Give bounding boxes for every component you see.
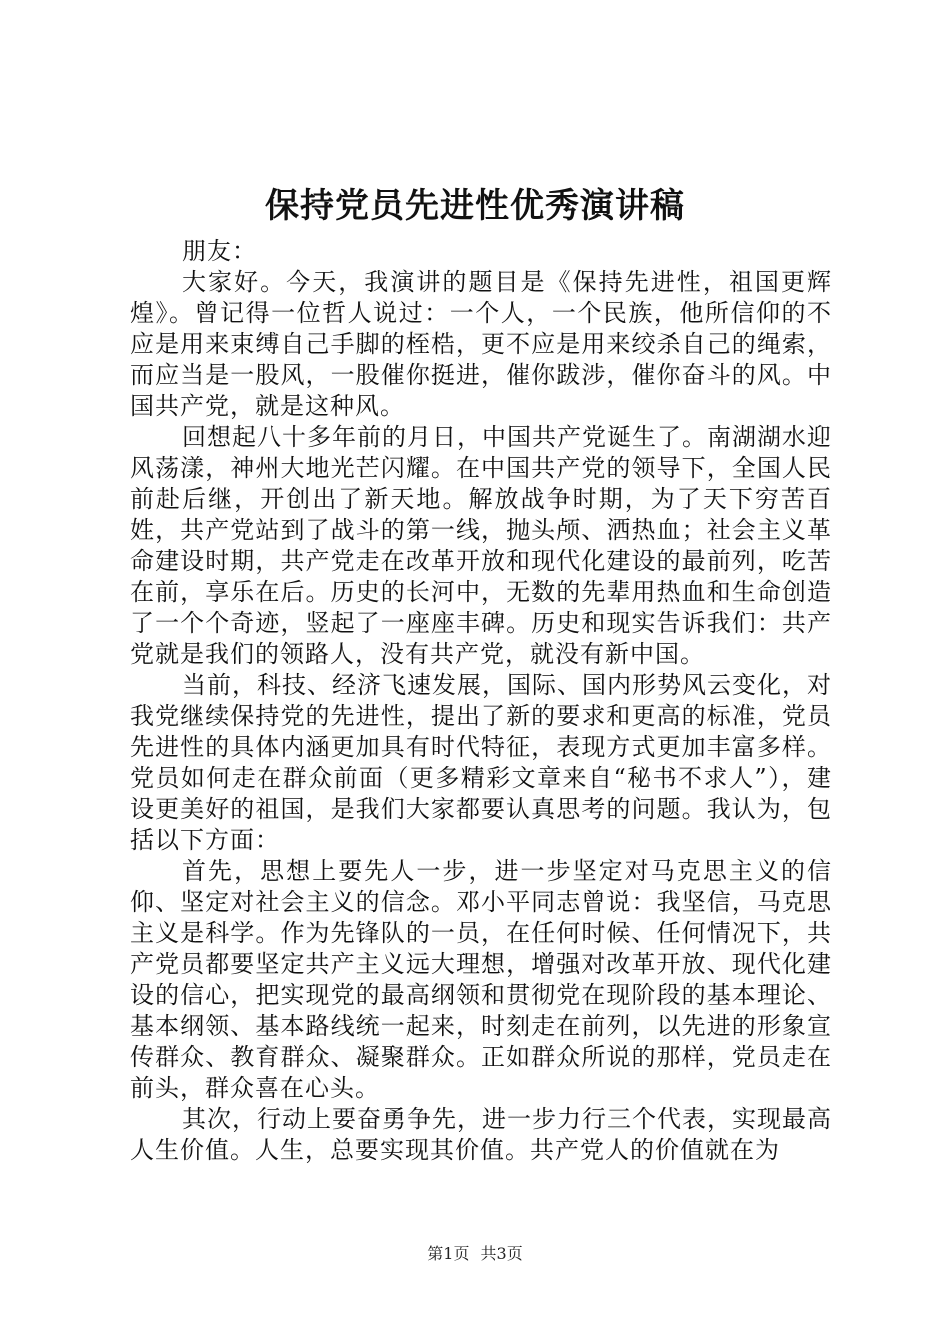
paragraph-1: 大家好。今天，我演讲的题目是《保持先进性，祖国更辉煌》。曾记得一位哲人说过：一个人，一个民族，他所信仰的不应是用来束缚自己手脚的桎梏，更不应是用来绞杀自己的绳索，而应当是一股风，一股催你挺进，催你跋涉，催你奋斗的风。中国共产党，就是这种风。 [130, 268, 832, 420]
document-body [130, 236, 832, 1166]
paragraph-greeting: 朋友： [182, 237, 257, 265]
paragraph-4: 首先，思想上要先人一步，进一步坚定对马克思主义的信仰、坚定对社会主义的信念。邓小平同志曾说：我坚信，马克思主义是科学。作为先锋队的一员，在任何时候、任何情况下，共产党员都要坚定共产主义远大理想，增强对改革开放、现代化建设的信心，把实现党的最高纲领和贯彻党在现阶段的基本理论、基本纲领、基本路线统一起来，时刻走在前列，以先进的形象宣传群众、教育群众、凝聚群众。正如群众所说的那样，党员走在前头，群众喜在心头。 [130, 857, 832, 1102]
document-title: 保持党员先进性优秀演讲稿 [265, 186, 685, 226]
page-number: 第1页 [427, 1244, 470, 1263]
paragraph-2: 回想起八十多年前的月日，中国共产党诞生了。南湖湖水迎风荡漾，神州大地光芒闪耀。在中国共产党的领导下，全国人民前赴后继，开创出了新天地。解放战争时期，为了天下穷苦百姓，共产党站到了战斗的第一线，抛头颅、洒热血；社会主义革命建设时期，共产党走在改革开放和现代化建设的最前列，吃苦在前，享乐在后。历史的长河中，无数的先辈用热血和生命创造了一个个奇迹，竖起了一座座丰碑。历史和现实告诉我们：共产党就是我们的领路人，没有共产党，就没有新中国。 [130, 423, 832, 668]
page-footer [0, 1244, 950, 1264]
paragraph-5: 其次，行动上要奋勇争先，进一步力行三个代表，实现最高人生价值。人生，总要实现其价值。共产党人的价值就在为 [130, 1105, 832, 1164]
page-total: 共3页 [480, 1244, 523, 1263]
paragraph-3: 当前，科技、经济飞速发展，国际、国内形势风云变化，对我党继续保持党的先进性，提出了新的要求和更高的标准，党员先进性的具体内涵更加具有时代特征，表现方式更加丰富多样。党员如何走在群众前面（更多精彩文章来自“秘书不求人”），建设更美好的祖国，是我们大家都要认真思考的问题。我认为，包括以下方面： [130, 671, 832, 854]
